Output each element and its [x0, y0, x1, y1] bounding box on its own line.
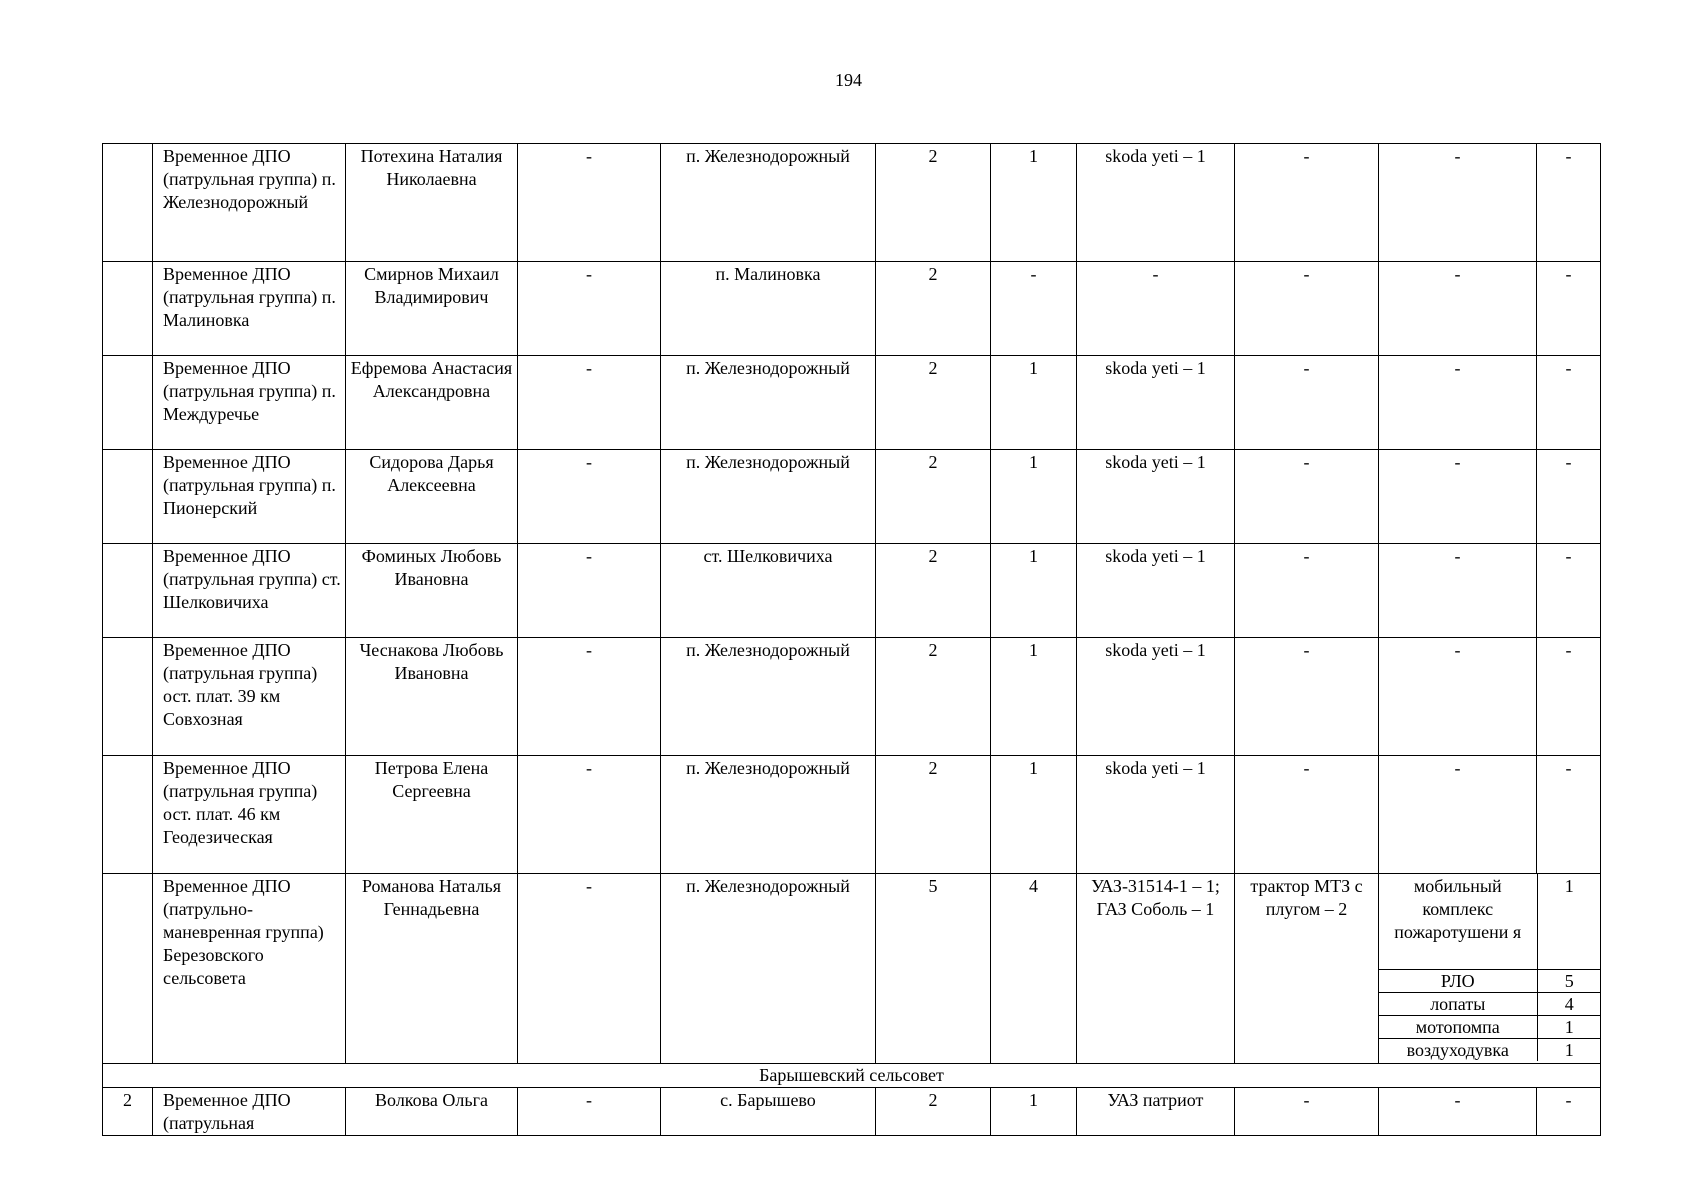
cell-head: Фоминых Любовь Ивановна — [346, 544, 518, 638]
cell-phone: - — [518, 450, 661, 544]
cell-staff: 2 — [876, 144, 991, 262]
equipment-item — [1379, 1016, 1601, 1039]
cell-vehicles: skoda yeti – 1 — [1077, 756, 1235, 874]
cell-phone: - — [518, 262, 661, 356]
cell-head: Сидорова Дарья Алексеевна — [346, 450, 518, 544]
cell-vehicles: skoda yeti – 1 — [1077, 356, 1235, 450]
cell-location: п. Железнодорожный — [661, 144, 876, 262]
cell-number — [103, 638, 153, 756]
cell-head: Потехина Наталия Николаевна — [346, 144, 518, 262]
equipment-item-name: воздуходувка — [1379, 1039, 1537, 1062]
cell-equipment: - — [1379, 450, 1537, 544]
cell-unit-name: Временное ДПО (патрульная группа) ост. плат. 39 км Совхозная — [153, 638, 346, 756]
cell-vehicles: skoda yeti – 1 — [1077, 638, 1235, 756]
cell-head: Волкова Ольга — [346, 1088, 518, 1136]
cell-vehicles: УАЗ патриот — [1077, 1088, 1235, 1136]
cell-equipment-qty: - — [1537, 756, 1601, 874]
cell-location: п. Железнодорожный — [661, 874, 876, 1064]
cell-shift: 1 — [991, 756, 1077, 874]
cell-equipment: - — [1379, 1088, 1537, 1136]
cell-shift: 1 — [991, 1088, 1077, 1136]
cell-vehicles: skoda yeti – 1 — [1077, 144, 1235, 262]
cell-phone: - — [518, 638, 661, 756]
cell-shift: - — [991, 262, 1077, 356]
cell-staff: 2 — [876, 638, 991, 756]
cell-shift: 4 — [991, 874, 1077, 1064]
cell-number — [103, 356, 153, 450]
cell-shift: 1 — [991, 356, 1077, 450]
cell-head: Чеснакова Любовь Ивановна — [346, 638, 518, 756]
table-row — [103, 262, 1601, 356]
cell-staff: 2 — [876, 1088, 991, 1136]
cell-equipment: - — [1379, 144, 1537, 262]
equipment-item — [1379, 874, 1601, 970]
cell-staff: 2 — [876, 756, 991, 874]
cell-number — [103, 450, 153, 544]
cell-number: 2 — [103, 1088, 153, 1136]
table-row — [103, 756, 1601, 874]
cell-unit-name: Временное ДПО (патрульно-маневренная группа) Березовского сельсовета — [153, 874, 346, 1064]
equipment-item — [1379, 1039, 1601, 1062]
cell-tech: - — [1235, 450, 1379, 544]
cell-equipment: - — [1379, 638, 1537, 756]
cell-phone: - — [518, 144, 661, 262]
cell-head: Смирнов Михаил Владимирович — [346, 262, 518, 356]
cell-phone: - — [518, 756, 661, 874]
cell-equipment: - — [1379, 756, 1537, 874]
cell-vehicles: skoda yeti – 1 — [1077, 544, 1235, 638]
cell-equipment-qty: - — [1537, 450, 1601, 544]
equipment-item-qty: 1 — [1537, 1016, 1601, 1039]
equipment-item-name: лопаты — [1379, 993, 1537, 1016]
page-number: 194 — [835, 70, 862, 90]
cell-number — [103, 756, 153, 874]
cell-location: п. Железнодорожный — [661, 450, 876, 544]
cell-tech: - — [1235, 756, 1379, 874]
cell-equipment: - — [1379, 544, 1537, 638]
cell-head: Петрова Елена Сергеевна — [346, 756, 518, 874]
equipment-item — [1379, 993, 1601, 1016]
cell-equipment-qty: - — [1537, 638, 1601, 756]
cell-equipment: - — [1379, 356, 1537, 450]
cell-unit-name: Временное ДПО (патрульная группа) п. Малиновка — [153, 262, 346, 356]
equipment-item — [1379, 970, 1601, 993]
section-header-row — [103, 1064, 1601, 1088]
table-row — [103, 638, 1601, 756]
cell-vehicles: - — [1077, 262, 1235, 356]
cell-unit-name: Временное ДПО (патрульная — [153, 1088, 346, 1136]
units-table — [102, 143, 1601, 1136]
equipment-item-qty: 5 — [1537, 970, 1601, 993]
cell-unit-name: Временное ДПО (патрульная группа) п. Пионерский — [153, 450, 346, 544]
table-row — [103, 356, 1601, 450]
table-body — [103, 144, 1601, 1136]
cell-unit-name: Временное ДПО (патрульная группа) ост. плат. 46 км Геодезическая — [153, 756, 346, 874]
table-row — [103, 450, 1601, 544]
cell-phone: - — [518, 1088, 661, 1136]
cell-location: п. Железнодорожный — [661, 756, 876, 874]
cell-shift: 1 — [991, 144, 1077, 262]
cell-equipment-qty: - — [1537, 262, 1601, 356]
cell-staff: 2 — [876, 262, 991, 356]
equipment-item-qty: 1 — [1537, 1039, 1601, 1062]
cell-head: Романова Наталья Геннадьевна — [346, 874, 518, 1064]
equipment-item-qty: 1 — [1564, 876, 1574, 896]
cell-unit-name: Временное ДПО (патрульная группа) ст. Шелковичиха — [153, 544, 346, 638]
table-row — [103, 1088, 1601, 1136]
cell-equipment-qty: - — [1537, 356, 1601, 450]
cell-unit-name: Временное ДПО (патрульная группа) п. Железнодорожный — [153, 144, 346, 262]
cell-location: п. Железнодорожный — [661, 356, 876, 450]
table-row — [103, 544, 1601, 638]
cell-unit-name: Временное ДПО (патрульная группа) п. Междуречье — [153, 356, 346, 450]
table-row — [103, 874, 1601, 1064]
cell-number — [103, 144, 153, 262]
cell-equipment: - — [1379, 262, 1537, 356]
cell-tech: трактор МТЗ с плугом – 2 — [1235, 874, 1379, 1064]
cell-tech: - — [1235, 638, 1379, 756]
cell-phone: - — [518, 874, 661, 1064]
cell-equipment-qty: - — [1537, 144, 1601, 262]
table-row — [103, 144, 1601, 262]
cell-staff: 2 — [876, 544, 991, 638]
cell-tech: - — [1235, 1088, 1379, 1136]
cell-location: п. Железнодорожный — [661, 638, 876, 756]
cell-number — [103, 262, 153, 356]
cell-number — [103, 874, 153, 1064]
equipment-item-name: мобильный комплекс пожаротушени я — [1379, 874, 1537, 970]
cell-tech: - — [1235, 544, 1379, 638]
cell-location: с. Барышево — [661, 1088, 876, 1136]
cell-tech: - — [1235, 144, 1379, 262]
cell-location: ст. Шелковичиха — [661, 544, 876, 638]
cell-phone: - — [518, 544, 661, 638]
cell-vehicles: УАЗ-31514-1 – 1; ГАЗ Соболь – 1 — [1077, 874, 1235, 1064]
cell-head: Ефремова Анастасия Александровна — [346, 356, 518, 450]
cell-shift: 1 — [991, 450, 1077, 544]
cell-phone: - — [518, 356, 661, 450]
cell-staff: 5 — [876, 874, 991, 1064]
equipment-item-qty: 4 — [1537, 993, 1601, 1016]
cell-vehicles: skoda yeti – 1 — [1077, 450, 1235, 544]
cell-staff: 2 — [876, 356, 991, 450]
cell-equipment-qty: - — [1537, 1088, 1601, 1136]
section-title: Барышевский сельсовет — [103, 1064, 1601, 1088]
equipment-item-name: мотопомпа — [1379, 1016, 1537, 1039]
equipment-list — [1379, 874, 1601, 1061]
cell-tech: - — [1235, 262, 1379, 356]
cell-shift: 1 — [991, 638, 1077, 756]
equipment-item-name: РЛО — [1379, 970, 1537, 993]
cell-equipment-qty: - — [1537, 544, 1601, 638]
cell-shift: 1 — [991, 544, 1077, 638]
cell-location: п. Малиновка — [661, 262, 876, 356]
cell-tech: - — [1235, 356, 1379, 450]
cell-equipment — [1379, 874, 1601, 1064]
cell-staff: 2 — [876, 450, 991, 544]
cell-number — [103, 544, 153, 638]
